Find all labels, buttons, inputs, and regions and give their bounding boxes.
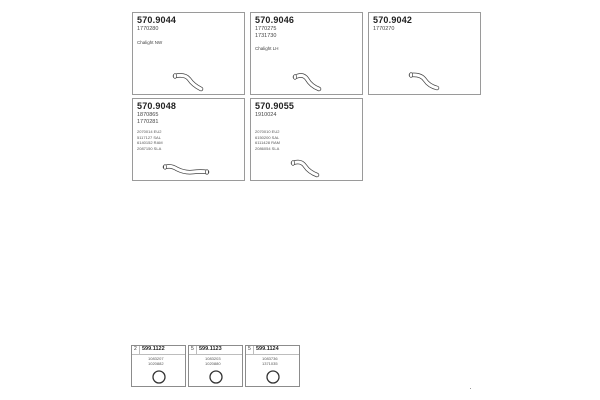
divider [196,346,197,354]
spec-line: 6140152 RAM [137,140,163,145]
reference-number: 1770270 [373,26,395,32]
divider [139,346,140,354]
spec-list [255,129,280,151]
clamp-ring-icon [265,369,281,385]
small-part-599-1122[interactable] [131,345,186,387]
quantity: 5 [191,346,194,352]
part-card-570-9055[interactable] [250,98,363,181]
part-card-570-9046[interactable] [250,12,363,95]
quantity: 5 [248,346,251,352]
part-number: 599.1124 [256,346,279,352]
exhaust-pipe-bend-icon [289,157,323,181]
quantity: 2 [134,346,137,352]
clamp-ring-icon [208,369,224,385]
reference-number: 1870865 [137,112,159,118]
part-number: 570.9055 [255,101,295,111]
exhaust-pipe-bend-icon [407,71,443,95]
small-part-599-1123[interactable] [188,345,243,387]
reference-number: 1770281 [137,119,159,125]
spec-line: 2070010 EU2 [255,129,280,134]
clamp-ring-icon [151,369,167,385]
spec-line: 2086054 SLA [255,145,280,151]
exhaust-pipe-long-icon [161,161,211,177]
spec-line: 5117127 SAL [137,134,161,140]
reference-number: 1770280 [137,26,159,32]
part-number: 570.9046 [255,15,295,25]
spec-line: 2070014 EU2 [137,129,162,134]
reference-number: 1083203 [205,356,221,361]
small-part-599-1124[interactable] [245,345,300,387]
reference-number: 1083207 [148,356,164,361]
spec-list [137,129,163,151]
part-number: 570.9044 [137,15,177,25]
reference-number: 1371035 [262,361,278,366]
reference-number: 1083736 [262,356,278,361]
part-number: 570.9048 [137,101,177,111]
part-card-570-9044[interactable] [132,12,245,95]
reference-number: 1910024 [255,112,277,118]
part-note: Chalight LH [255,46,279,51]
divider [253,346,254,354]
part-note: Chalight NW [137,40,163,45]
spec-line: 6111428 RAM [255,140,280,145]
reference-number: 1770275 [255,26,277,32]
page-mark [470,388,471,389]
reference-number: 1731730 [255,33,277,39]
part-card-570-9042[interactable] [368,12,481,95]
part-number: 599.1122 [142,346,165,352]
reference-number: 1020880 [205,361,221,366]
exhaust-pipe-bend-icon [171,71,207,95]
part-number: 570.9042 [373,15,413,25]
spec-line: 2087150 SLA [137,145,162,151]
part-card-570-9048[interactable] [132,98,245,181]
spec-line: 6150200 SAL [255,134,280,140]
reference-number: 1020882 [148,361,164,366]
part-number: 599.1123 [199,346,222,352]
exhaust-pipe-bend-icon [291,71,325,95]
